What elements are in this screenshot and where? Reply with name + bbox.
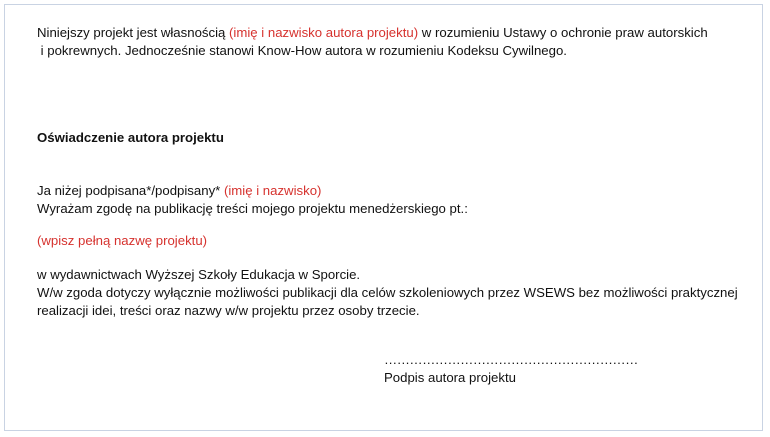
project-name-placeholder: (wpisz pełną nazwę projektu) bbox=[37, 233, 208, 248]
scope-line-2: realizacji idei, treści oraz nazwy w/w projektu przez osoby trzecie. bbox=[37, 303, 420, 318]
signer-prefix: Ja niżej podpisana*/podpisany* bbox=[37, 183, 224, 198]
publisher-line: w wydawnictwach Wyższej Szkoły Edukacja w Sporcie. bbox=[37, 267, 361, 282]
declaration-heading: Oświadczenie autora projektu bbox=[37, 130, 224, 145]
signer-line bbox=[37, 182, 747, 200]
signature-label: Podpis autora projektu bbox=[384, 370, 516, 385]
declaration-statement bbox=[37, 182, 747, 218]
consent-line: Wyrażam zgodę na publikację treści mojego projektu menedżerskiego pt.: bbox=[37, 201, 468, 216]
scope-line-1: W/w zgoda dotyczy wyłącznie możliwości publikacji dla celów szkoleniowych przez WSEWS bez możliwości praktycznej bbox=[37, 285, 738, 300]
ownership-line-2: i pokrewnych. Jednocześnie stanowi Know-How autora w rozumieniu Kodeksu Cywilnego. bbox=[37, 43, 567, 58]
ownership-line-1 bbox=[37, 24, 737, 42]
signer-name-placeholder: (imię i nazwisko) bbox=[223, 183, 322, 198]
publication-paragraph bbox=[37, 266, 752, 320]
signature-line: …………………………………………………… bbox=[384, 352, 638, 367]
ownership-text-suffix: w rozumieniu Ustawy o ochronie praw autorskich bbox=[418, 25, 708, 40]
ownership-text-prefix: Niniejszy projekt jest własnością bbox=[37, 25, 230, 40]
ownership-paragraph bbox=[37, 24, 737, 60]
author-name-placeholder: (imię i nazwisko autora projektu) bbox=[229, 25, 419, 40]
